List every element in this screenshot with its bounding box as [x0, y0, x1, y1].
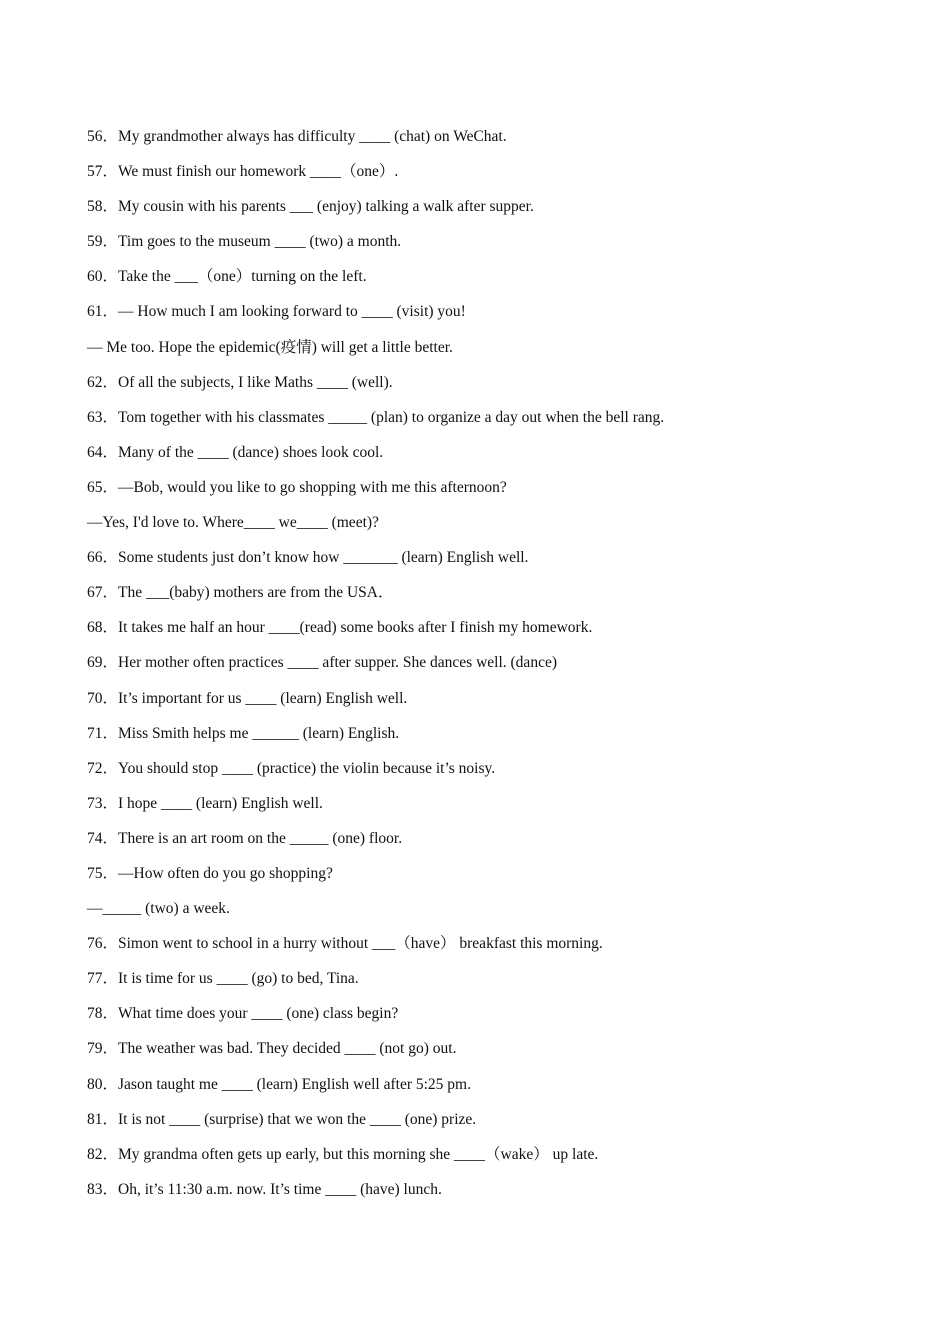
- exercise-line: 66．Some students just don’t know how _______ (learn) English well.: [87, 549, 529, 567]
- exercise-line: 73．I hope ____ (learn) English well.: [87, 794, 323, 812]
- exercise-line: 67．The ___(baby) mothers are from the USA．: [87, 584, 394, 602]
- exercise-line: 65．—Bob, would you like to go shopping with me this afternoon?: [87, 478, 507, 496]
- exercise-line: 69．Her mother often practices ____ after supper. She dances well. (dance): [87, 654, 557, 672]
- exercise-line: 71．Miss Smith helps me ______ (learn) English.: [87, 724, 400, 742]
- worksheet-page: [87, 124, 907, 1212]
- exercise-line: 81．It is not ____ (surprise) that we won the ____ (one) prize.: [87, 1110, 477, 1128]
- exercise-line: 76．Simon went to school in a hurry without ___（have） breakfast this morning.: [87, 935, 603, 953]
- exercise-line: 77．It is time for us ____ (go) to bed, Tina.: [87, 970, 359, 988]
- exercise-line: 56．My grandmother always has difficulty ____ (chat) on WeChat.: [87, 128, 507, 145]
- exercise-line: 72．You should stop ____ (practice) the violin because it’s noisy.: [87, 759, 496, 777]
- exercise-line: 78．What time does your ____ (one) class begin?: [87, 1005, 399, 1023]
- exercise-line: 63．Tom together with his classmates _____ (plan) to organize a day out when the bell rang.: [87, 408, 665, 426]
- exercise-line: 58．My cousin with his parents ___ (enjoy) talking a walk after supper.: [87, 198, 534, 216]
- exercise-line: 57．We must finish our homework ____（one）.: [87, 163, 399, 181]
- exercise-line: 83．Oh, it’s 11:30 a.m. now. It’s time ____ (have) lunch.: [87, 1180, 442, 1198]
- exercise-line: 62．Of all the subjects, I like Maths ____ (well).: [87, 373, 393, 391]
- exercise-line: 75．—How often do you go shopping?: [87, 864, 333, 882]
- exercise-line: 74．There is an art room on the _____ (one) floor.: [87, 829, 403, 847]
- exercise-line: 80．Jason taught me ____ (learn) English well after 5:25 pm.: [87, 1075, 471, 1093]
- exercise-line: 59．Tim goes to the museum ____ (two) a month.: [87, 233, 402, 251]
- exercise-line: —_____ (two) a week.: [87, 900, 230, 918]
- exercise-line: 68．It takes me half an hour ____(read) some books after I finish my homework.: [87, 619, 593, 637]
- exercise-line: — Me too. Hope the epidemic(疫情) will get a little better.: [87, 338, 453, 356]
- exercise-line: 79．The weather was bad. They decided ____ (not go) out.: [87, 1040, 457, 1058]
- exercise-line: 82．My grandma often gets up early, but this morning she ____（wake） up late.: [87, 1145, 599, 1163]
- exercise-line: 61．— How much I am looking forward to ____ (visit) you!: [87, 303, 466, 321]
- exercise-line: 60．Take the ___（one）turning on the left.: [87, 268, 367, 286]
- exercise-line: 70．It’s important for us ____ (learn) English well.: [87, 689, 408, 707]
- exercise-line: —Yes, I'd love to. Where____ we____ (meet)?: [87, 514, 379, 532]
- exercise-line: 64．Many of the ____ (dance) shoes look cool.: [87, 443, 384, 461]
